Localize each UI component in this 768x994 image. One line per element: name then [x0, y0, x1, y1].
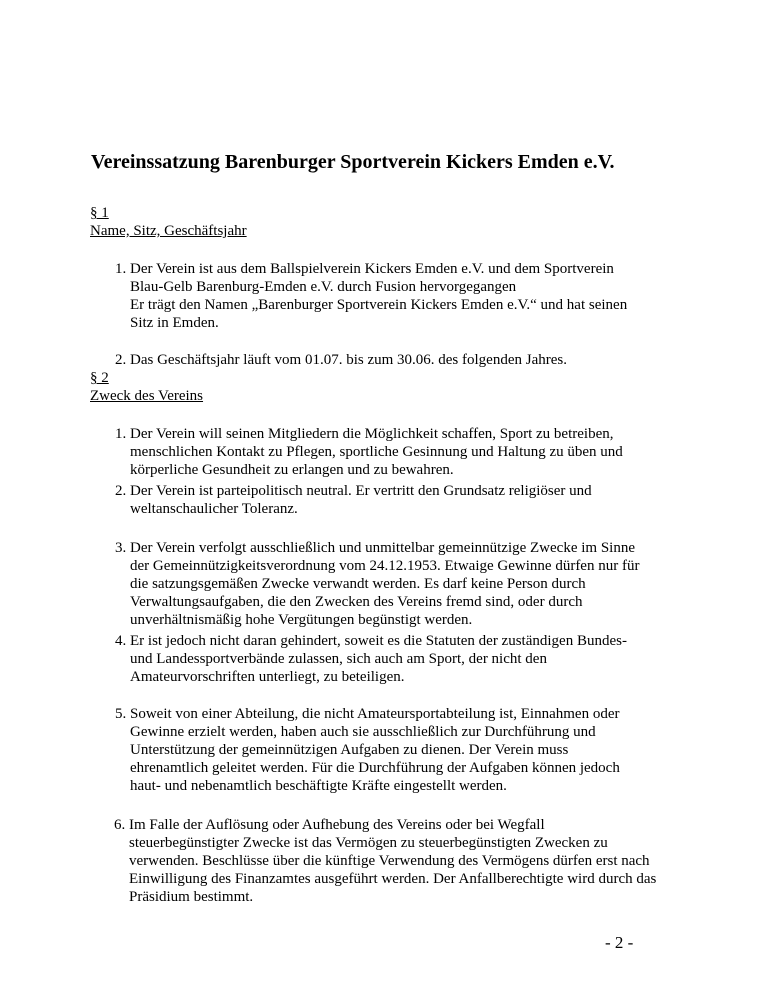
text-line: Präsidium bestimmt.: [129, 889, 254, 905]
section-1-heading: Name, Sitz, Geschäftsjahr: [90, 223, 247, 239]
section-2: [90, 369, 690, 905]
item-text: [130, 425, 710, 479]
text-line: Er ist jedoch nicht daran gehindert, soweit es die Statuten der zuständigen Bundes-: [130, 633, 627, 649]
text-line: Einwilligung des Finanzamtes ausgeführt werden. Der Anfallberechtigte wird durch das: [129, 871, 657, 887]
text-line: Soweit von einer Abteilung, die nicht Amateursportabteilung ist, Einnahmen oder: [130, 706, 620, 722]
page-number: - 2 -: [605, 933, 634, 952]
text-line: Gewinne erzielt werden, haben auch sie ausschließlich zur Durchführung und: [130, 724, 596, 740]
text-line: und Landessportverbände zulassen, sich auch am Sport, der nicht den: [130, 651, 547, 667]
text-line: Der Verein verfolgt ausschließlich und unmittelbar gemeinnützige Zwecke im Sinne: [130, 540, 635, 556]
text-line: weltanschaulicher Toleranz.: [130, 501, 298, 517]
item-number: 3.: [115, 540, 127, 556]
section-2-heading: Zweck des Vereins: [90, 388, 204, 404]
text-line: körperliche Gesundheit zu erlangen und zu bewahren.: [130, 462, 454, 478]
text-line: Im Falle der Auflösung oder Aufhebung des Vereins oder bei Wegfall: [129, 817, 545, 833]
item-number: 6.: [114, 817, 126, 833]
text-line: Unterstützung der gemeinnützigen Aufgaben zu dienen. Der Verein muss: [130, 742, 569, 758]
text-line: verwenden. Beschlüsse über die künftige Verwendung des Vermögens dürfen erst nach: [129, 853, 650, 869]
text-line: der Gemeinnützigkeitsverordnung vom 24.12.1953. Etwaige Gewinne dürfen nur für: [130, 558, 640, 574]
text-line: unverhältnismäßig hohe Vergütungen begünstigt werden.: [130, 612, 473, 628]
text-line: Sitz in Emden.: [130, 315, 219, 331]
text-line: Amateurvorschriften unterliegt, zu beteiligen.: [130, 669, 405, 685]
item-text: [130, 539, 710, 629]
text-line: die satzungsgemäßen Zwecke verwandt werden. Es darf keine Person durch: [130, 576, 586, 592]
item-number: 1.: [115, 426, 127, 442]
text-line: Der Verein ist aus dem Ballspielverein Kickers Emden e.V. und dem Sportverein: [130, 261, 614, 277]
item-text: [130, 260, 710, 332]
text-line: Blau-Gelb Barenburg-Emden e.V. durch Fusion hervorgegangen: [130, 279, 517, 295]
item-number: 5.: [115, 706, 127, 722]
section-1-number: § 1: [90, 205, 109, 221]
text-line: Der Verein ist parteipolitisch neutral. Er vertritt den Grundsatz religiöser und: [130, 483, 592, 499]
item-text: [129, 816, 709, 906]
text-line: menschlichen Kontakt zu Pflegen, sportliche Gesinnung und Haltung zu üben und: [130, 444, 623, 460]
section-1: [90, 204, 690, 368]
section-2-number: § 2: [90, 370, 109, 386]
item-number: 2.: [115, 352, 127, 368]
item-text: [130, 482, 710, 518]
text-line: steuerbegünstigter Zwecke ist das Vermögen zu steuerbegünstigten Zwecken zu: [129, 835, 608, 851]
text-line: haut- und nebenamtlich beschäftigte Kräfte eingestellt werden.: [130, 778, 507, 794]
text-line: Der Verein will seinen Mitgliedern die Möglichkeit schaffen, Sport zu betreiben,: [130, 426, 614, 442]
text-line: Verwaltungsaufgaben, die den Zwecken des Vereins fremd sind, oder durch: [130, 594, 583, 610]
item-text: [130, 632, 710, 686]
document-title: Vereinssatzung Barenburger Sportverein Kickers Emden e.V.: [91, 151, 615, 173]
item-number: 4.: [115, 633, 127, 649]
item-number: 1.: [115, 261, 127, 277]
item-text: [130, 351, 710, 369]
item-number: 2.: [115, 483, 127, 499]
text-line: Er trägt den Namen „Barenburger Sportverein Kickers Emden e.V.“ und hat seinen: [130, 297, 628, 313]
item-text: [130, 705, 710, 795]
text-line: ehrenamtlich geleitet werden. Für die Durchführung der Aufgaben können jedoch: [130, 760, 620, 776]
text-line: Das Geschäftsjahr läuft vom 01.07. bis zum 30.06. des folgenden Jahres.: [130, 352, 567, 368]
